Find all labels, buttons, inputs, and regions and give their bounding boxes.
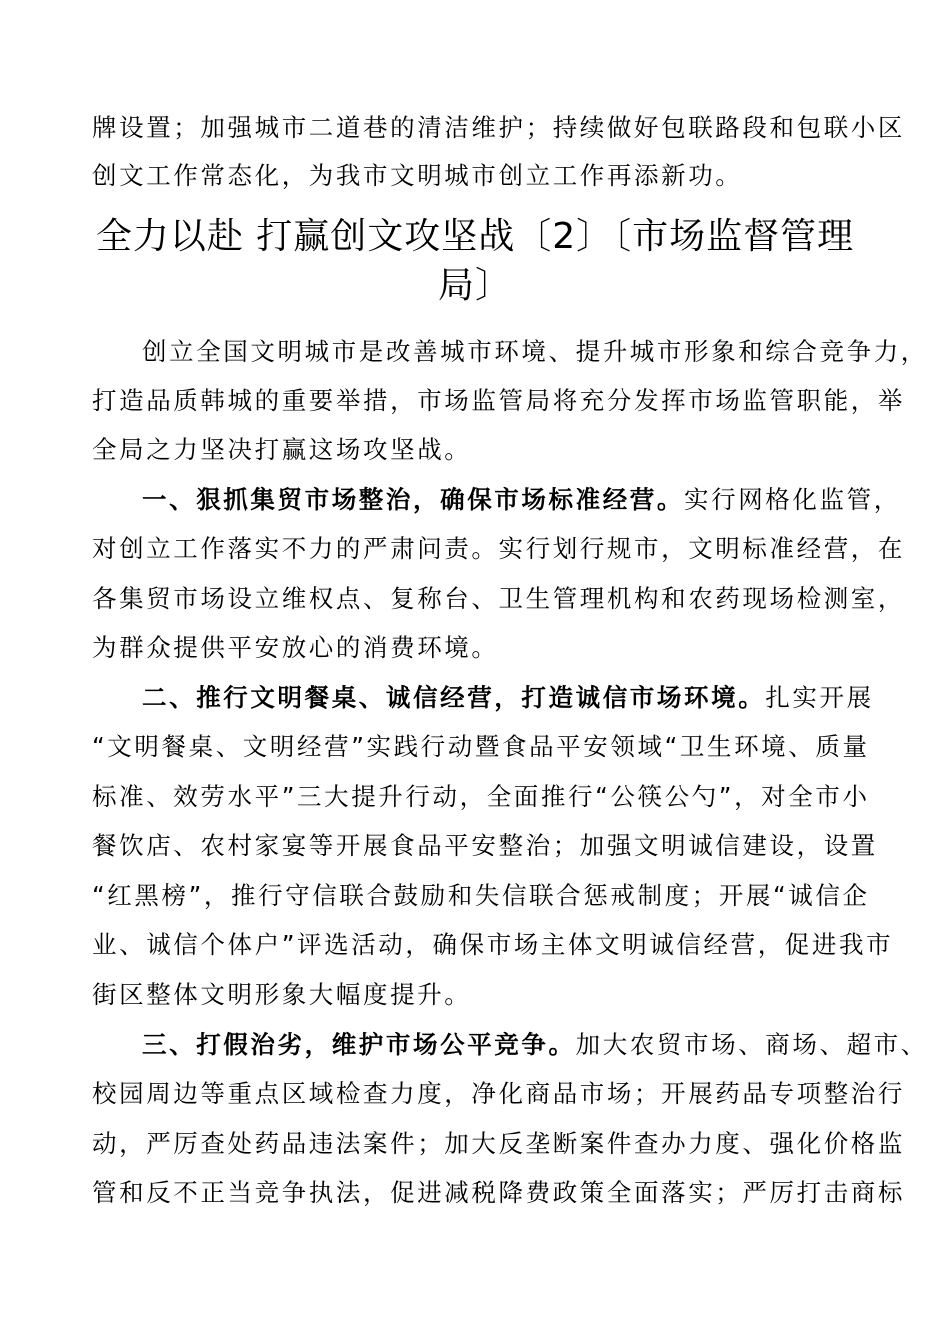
section-3-line: 管和反不正当竞争执法，促进减税降费政策全面落实；严厉打击商标: [92, 1178, 905, 1207]
section-3-heading: 三、打假治劣，维护市场公平竞争。: [142, 1030, 576, 1059]
section-1-line: 各集贸市场设立维权点、复称台、卫生管理机构和农药现场检测室，: [92, 584, 905, 613]
intro-line: 创立全国文明城市是改善城市环境、提升城市形象和综合竞争力，: [142, 337, 928, 366]
section-2-line: 标准、效劳水平”三大提升行动，全面推行“公筷公勺”，对全市小: [92, 782, 870, 811]
article-title-line-2: 局〕: [437, 265, 512, 306]
section-2-line: 街区整体文明形象大幅度提升。: [92, 980, 472, 1009]
section-3-line: 动，严厉查处药品违法案件；加大反垄断案件查办力度、强化价格监: [92, 1129, 905, 1158]
body-text-line: 牌设置；加强城市二道巷的清洁维护；持续做好包联路段和包联小区: [92, 113, 905, 142]
section-2-text: 扎实开展: [765, 683, 874, 712]
intro-line: 全局之力坚决打赢这场攻坚战。: [92, 435, 472, 464]
section-1-line: 对创立工作落实不力的严肃问责。实行划行规市，文明标准经营，在: [92, 534, 905, 563]
body-text-line: 创文工作常态化，为我市文明城市创立工作再添新功。: [92, 161, 743, 190]
section-2-line: “红黑榜”，推行守信联合鼓励和失信联合惩戒制度；开展“诚信企: [92, 881, 870, 910]
section-3-line: 校园周边等重点区域检查力度，净化商品市场；开展药品专项整治行: [92, 1079, 905, 1108]
article-title-line-1: 全力以赴 打赢创文攻坚战〔2〕〔市场监督管理: [95, 216, 855, 257]
section-1-first-line: [142, 484, 901, 516]
section-2-line: “文明餐桌、文明经营”实践行动暨食品平安领域“卫生环境、质量: [92, 732, 870, 761]
intro-line: 打造品质韩城的重要举措，市场监管局将充分发挥市场监管职能，举: [92, 386, 905, 415]
section-3-first-line: [142, 1029, 928, 1061]
section-3-text: 加大农贸市场、商场、超市、: [575, 1030, 928, 1059]
section-1-line: 为群众提供平安放心的消费环境。: [92, 633, 499, 662]
section-2-line: 餐饮店、农村家宴等开展食品平安整治；加强文明诚信建设，设置: [92, 831, 878, 860]
section-1-text: 实行网格化监管，: [684, 485, 901, 514]
section-2-heading: 二、推行文明餐桌、诚信经营，打造诚信市场环境。: [142, 683, 766, 712]
section-1-heading: 一、狠抓集贸市场整治，确保市场标准经营。: [142, 485, 684, 514]
section-2-line: 业、诚信个体户”评选活动，确保市场主体文明诚信经营，促进我市: [92, 930, 894, 959]
section-2-first-line: [142, 682, 872, 714]
